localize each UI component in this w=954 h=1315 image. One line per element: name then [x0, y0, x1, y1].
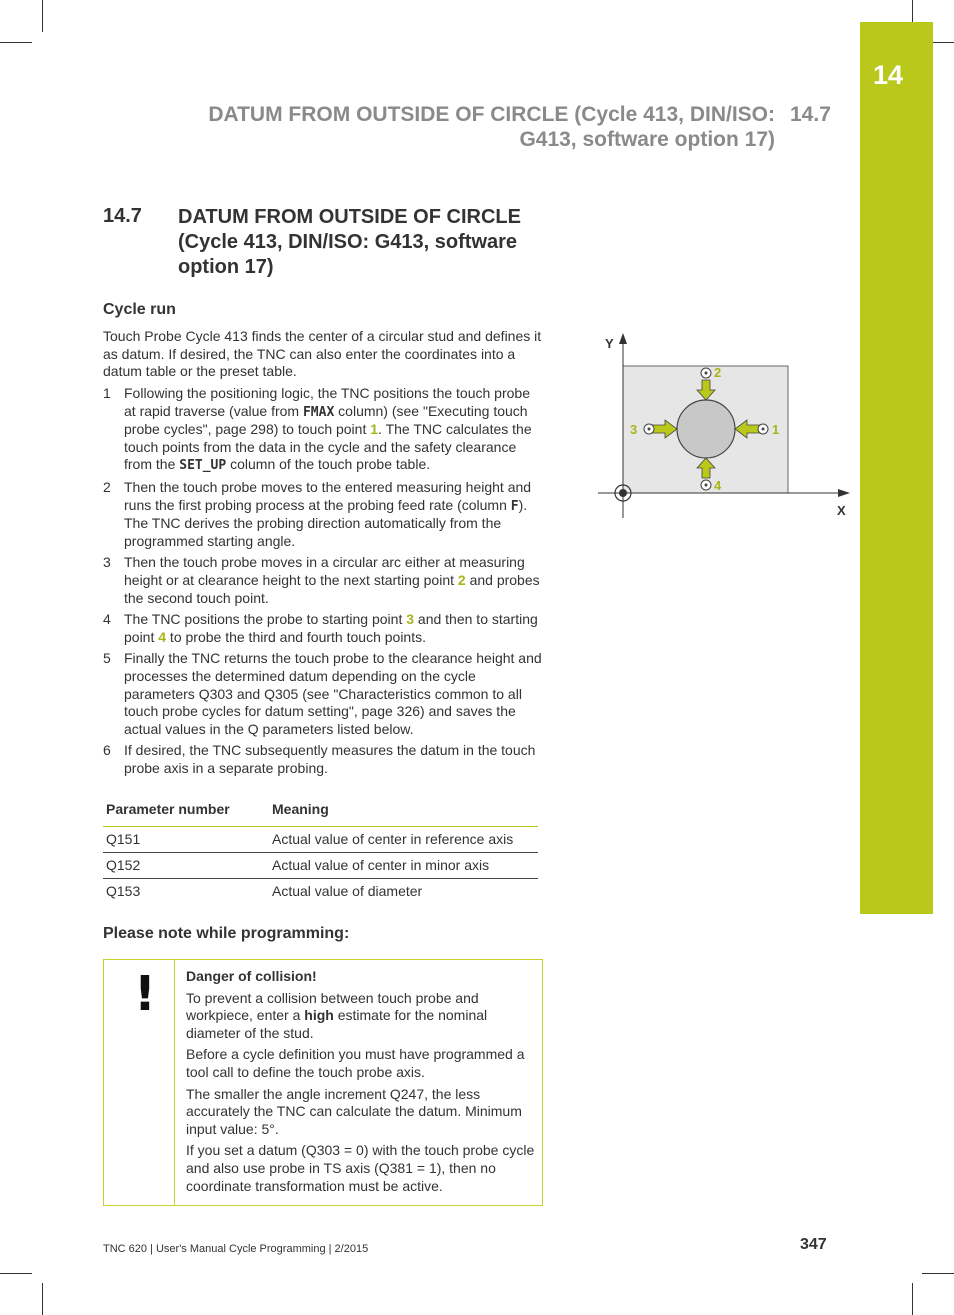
datum-symbol-center	[619, 489, 627, 497]
warning-content	[186, 968, 536, 1199]
list-item: 5 Finally the TNC returns the touch probe to the clearance height and processes the determined datum depending on the cycle parameters Q303 and Q305 (see "Characteristics common to all touch probe cycles for datum setting", page 326) and saves the actual values in the Q parameters listed below.	[103, 650, 542, 737]
warning-title: Danger of collision!	[186, 968, 317, 984]
crop-mark	[42, 1283, 43, 1315]
point-label-2: 2	[714, 365, 722, 380]
list-item: 2 Then the touch probe moves to the entered measuring height and runs the first probing process at the probing feed rate (column F). The TNC derives the probing direction automatically from the programmed starting angle.	[103, 478, 532, 549]
page-number: 347	[800, 1236, 827, 1253]
list-item: 4 The TNC positions the probe to starting point 3 and then to starting point 4 to probe the third and fourth touch points.	[103, 611, 538, 645]
probe-diagram	[590, 330, 860, 525]
x-axis-arrow	[838, 489, 850, 497]
running-header-title: DATUM FROM OUTSIDE OF CIRCLE (Cycle 413, DIN/ISO: G413, software option 17)	[208, 103, 775, 151]
crop-mark	[0, 42, 32, 43]
cycle-run-heading: Cycle run	[103, 301, 176, 318]
divider	[174, 960, 175, 1205]
cycle-steps-list	[103, 385, 545, 781]
table-row: Q153 Actual value of diameter	[106, 883, 423, 899]
table-row: Q151 Actual value of center in reference axis	[103, 827, 538, 853]
programming-note-heading: Please note while programming:	[103, 925, 350, 942]
warning-paragraph: To prevent a collision between touch probe and workpiece, enter a high estimate for the nominal diameter of the stud.	[186, 989, 488, 1041]
list-item: 6 If desired, the TNC subsequently measures the datum in the touch probe axis in a separate probing.	[103, 742, 536, 776]
parameter-table	[103, 797, 538, 904]
running-header-number: 14.7	[790, 103, 831, 126]
crop-mark	[912, 1283, 913, 1315]
cycle-run-intro: Touch Probe Cycle 413 finds the center of a circular stud and defines it as datum. If desired, the TNC can also enter the coordinates into a datum table or the preset table.	[103, 328, 542, 380]
exclamation-icon: !	[134, 966, 156, 1022]
circular-stud	[677, 400, 735, 458]
crop-mark	[0, 1273, 32, 1274]
x-axis-label: X	[837, 503, 846, 518]
warning-paragraph: The smaller the angle increment Q247, the less accurately the TNC can calculate the datum. Minimum input value: 5°.	[186, 1085, 522, 1137]
list-item: 3 Then the touch probe moves in a circular arc either at measuring height or at clearance height to the next starting point 2 and probes the second touch point.	[103, 554, 540, 606]
point-label-3: 3	[630, 422, 638, 437]
warning-paragraph: If you set a datum (Q303 = 0) with the touch probe cycle and also use probe in TS axis (Q381 = 1), then no coordinate transformation must be active.	[186, 1142, 535, 1194]
warning-box	[103, 959, 543, 1206]
point-label-4: 4	[714, 478, 722, 493]
column-header: Meaning	[269, 797, 538, 827]
y-axis-label: Y	[605, 336, 614, 351]
section-number: 14.7	[103, 205, 142, 227]
y-axis-arrow	[619, 333, 627, 344]
warning-paragraph: Before a cycle definition you must have programmed a tool call to define the touch probe axis.	[186, 1046, 525, 1080]
chapter-number: 14	[872, 60, 904, 90]
table-row: Q152 Actual value of center in minor axis	[103, 853, 538, 879]
chapter-tab	[860, 22, 933, 914]
footer-text: TNC 620 | User's Manual Cycle Programming | 2/2015	[103, 1243, 369, 1255]
crop-mark	[922, 1273, 954, 1274]
point-label-1: 1	[772, 422, 780, 437]
crop-mark	[42, 0, 43, 32]
column-header: Parameter number	[103, 797, 269, 827]
section-title: DATUM FROM OUTSIDE OF CIRCLE (Cycle 413, DIN/ISO: G413, software option 17)	[178, 206, 521, 278]
list-item: 1 Following the positioning logic, the TNC positions the touch probe at rapid traverse (value from FMAX column) (see "Executing touch probe cycles", page 298) to touch point 1. The TNC calculates the touch points from the data in the cycle and the safety clearance from the SET_UP column of the touch probe table.	[103, 385, 532, 474]
